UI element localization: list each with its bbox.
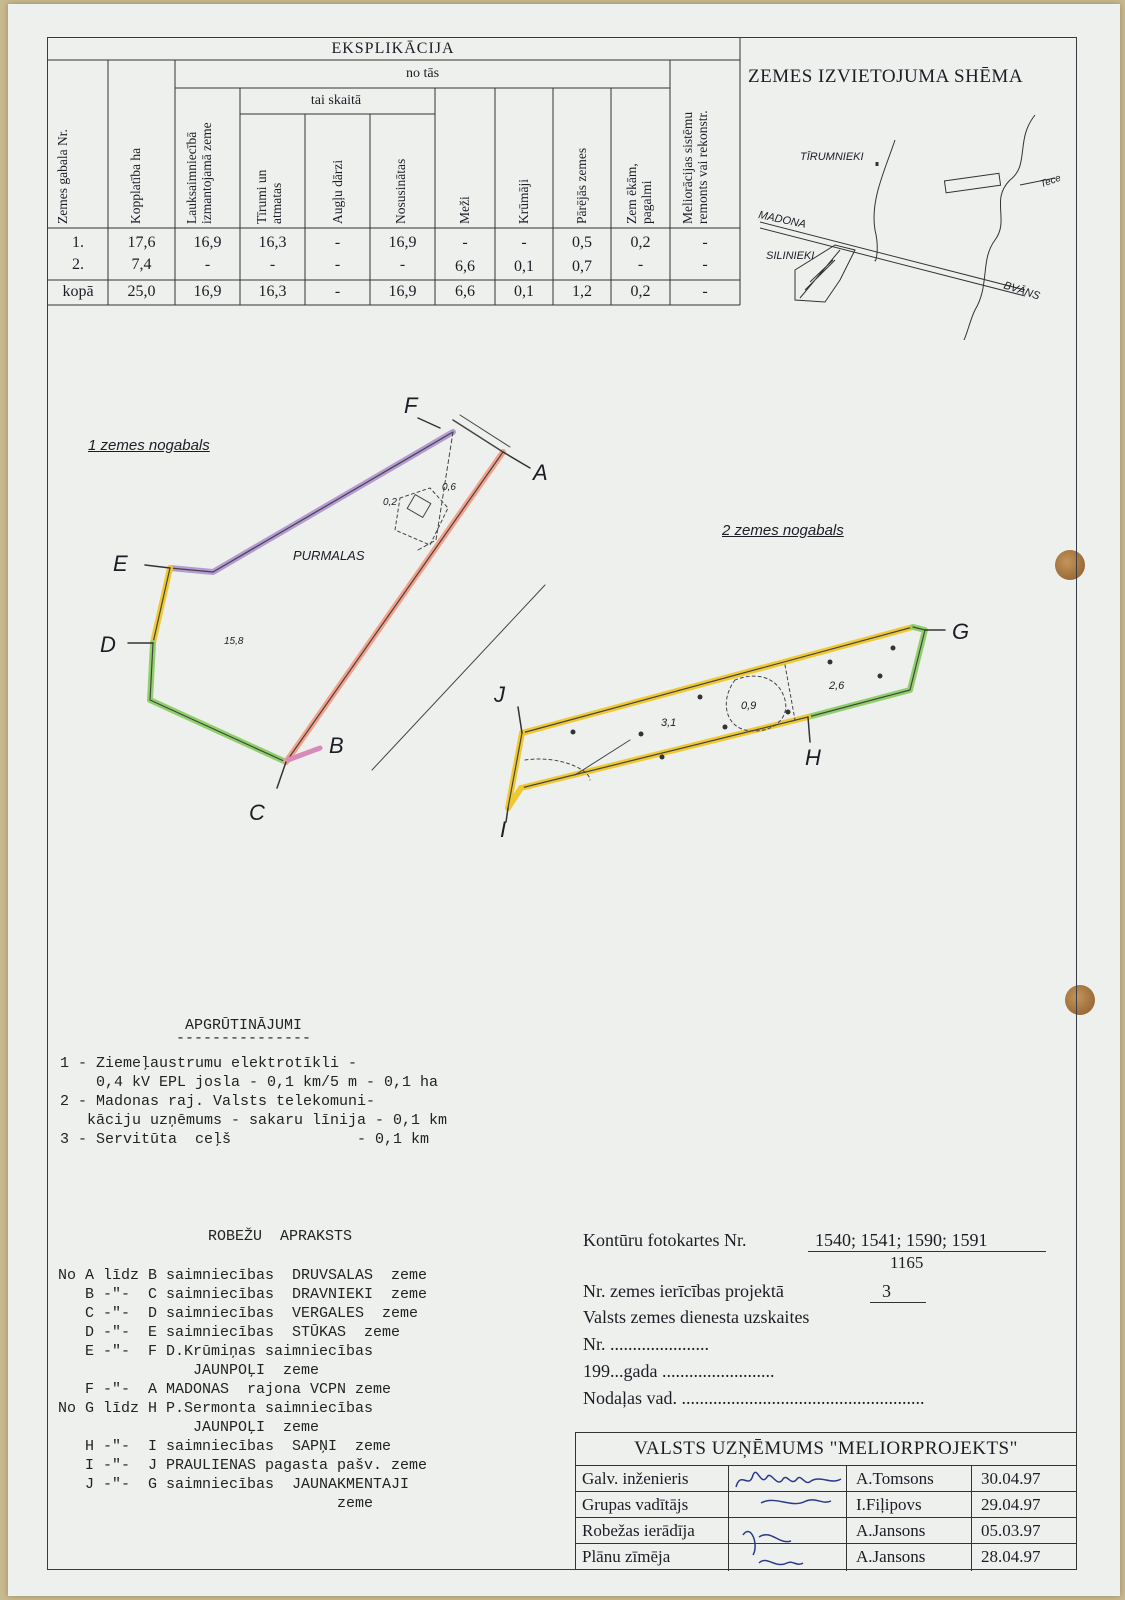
explication-subgroup-label: tai skaitā: [310, 93, 362, 108]
stamp-role: Grupas vadītājs: [582, 1495, 689, 1514]
explication-group-label: no tās: [405, 66, 440, 81]
boundary-line: H -"- I saimniecības SAPŅI zeme: [58, 1438, 392, 1455]
stamp-date: 30.04.97: [981, 1469, 1041, 1488]
column-header: Krūmāji: [516, 179, 531, 224]
boundary-line: JAUNPOĻI zeme: [58, 1362, 320, 1379]
column-header: Pārējās zemes: [574, 147, 589, 224]
schema-title: ZEMES IZVIETOJUMA SHĒMA: [748, 66, 1024, 87]
boundary-line: No G līdz H P.Sermonta saimniecības: [58, 1400, 374, 1417]
column-header: Kopplatība ha: [128, 147, 143, 224]
table-cell: 0,1: [514, 283, 534, 300]
table-cell: -: [637, 256, 644, 273]
point-C: C: [249, 800, 265, 825]
year-label: 199...gada .........................: [583, 1361, 775, 1381]
encumbrance-line: 2 - Madonas raj. Valsts telekomuni-: [60, 1093, 376, 1110]
schema-label: SILINIEKI: [766, 250, 815, 262]
table-cell: -: [702, 256, 708, 273]
table-cell: -: [334, 256, 341, 273]
handwritten-signatures: [731, 1465, 846, 1571]
point-H: H: [805, 745, 821, 770]
point-B: B: [329, 733, 344, 758]
boundary-line: C -"- D saimniecības VERGALES zeme: [58, 1305, 419, 1322]
photomap-label: Kontūru fotokartes Nr.: [583, 1230, 747, 1250]
table-cell: 16,9: [193, 283, 222, 300]
area-value: 2,6: [829, 680, 845, 692]
table-cell: 1,2: [572, 283, 592, 300]
encumbrance-line: 0,4 kV EPL josla - 0,1 km/5 m - 0,1 ha: [60, 1074, 439, 1091]
table-cell: 16,3: [258, 234, 287, 251]
stamp-divider: [971, 1465, 972, 1571]
table-cell: 0,1: [514, 258, 534, 275]
table-cell: -: [269, 256, 276, 273]
schema-label: MADONA: [757, 209, 808, 231]
schema-label: TĪRUMNIEKI: [800, 151, 864, 163]
table-cell: -: [702, 283, 708, 300]
area-value: 3,1: [661, 717, 677, 729]
service-label: Valsts zemes dienesta uzskaites: [583, 1307, 810, 1327]
table-cell: 25,0: [127, 283, 156, 300]
point-D: D: [100, 632, 116, 657]
stamp-name: I.Fiļipovs: [856, 1495, 922, 1514]
photomap-divider: [808, 1251, 1046, 1252]
nr-label: Nr. ......................: [583, 1334, 709, 1354]
encumbrances-underline: ---------------: [176, 1030, 312, 1047]
stamp-role: Robežas ierādīja: [582, 1521, 695, 1540]
table-cell: 16,9: [388, 283, 417, 300]
encumbrances-title: APGRŪTINĀJUMI: [185, 1017, 303, 1034]
boundary-line: E -"- F D.Krūmiņas saimniecības: [58, 1343, 374, 1360]
table-cell: -: [462, 234, 468, 251]
boundary-line: B -"- C saimniecības DRAVNIEKI zeme: [58, 1286, 428, 1303]
parcel2-label: 2 zemes nogabals: [722, 522, 844, 539]
table-cell: 0,7: [572, 258, 592, 275]
stamp-role: Plānu zīmēja: [582, 1547, 671, 1566]
boundaries-title: ROBEŽU APRAKSTS: [208, 1228, 353, 1245]
stamp-divider: [728, 1465, 729, 1571]
stamp-name: A.Jansons: [856, 1521, 926, 1540]
table-cell: 2.: [72, 256, 84, 273]
photomap-sub: 1165: [890, 1253, 924, 1272]
column-header: Zemes gabala Nr.: [55, 129, 70, 224]
column-header: Nosusinātas: [393, 158, 408, 224]
schema-label: Tece: [1038, 172, 1063, 191]
head-label: Nodaļas vad. ......................................................: [583, 1388, 925, 1408]
point-J: J: [494, 682, 505, 707]
table-cell: kopā: [62, 283, 94, 300]
boundary-line: I -"- J PRAULIENAS pagasta pašv. zeme: [58, 1457, 428, 1474]
table-cell: -: [204, 256, 211, 273]
table-cell: 16,9: [193, 234, 222, 251]
project-label: Nr. zemes ierīcības projektā: [583, 1281, 784, 1301]
boundary-line: zeme: [58, 1495, 374, 1512]
schema-label: BVĀNS: [1002, 279, 1042, 303]
point-F: F: [404, 393, 418, 418]
table-cell: -: [702, 234, 708, 251]
column-header: Meži: [457, 196, 472, 224]
table-cell: 0,2: [630, 234, 651, 251]
table-cell: 6,6: [455, 283, 475, 300]
point-G: G: [952, 619, 970, 644]
parcel1-label: 1 zemes nogabals: [88, 437, 210, 454]
table-cell: -: [334, 234, 341, 251]
table-cell: 6,6: [455, 258, 475, 275]
column-header: Meliorācijas sistēmu remonts vai rekonstr.: [680, 110, 710, 224]
boundary-line: F -"- A MADONAS rajona VCPN zeme: [58, 1381, 392, 1398]
encumbrance-line: 1 - Ziemeļaustrumu elektrotīkli -: [60, 1055, 358, 1072]
project-underline: [870, 1302, 926, 1303]
stamp-name: A.Tomsons: [856, 1469, 934, 1488]
table-cell: 7,4: [131, 256, 152, 273]
explication-title: EKSPLIKĀCIJA: [331, 40, 455, 57]
column-header: Zem ēkām, pagalmi: [624, 163, 654, 224]
point-I: I: [500, 817, 507, 842]
boundary-line: D -"- E saimniecības STŪKAS zeme: [58, 1324, 401, 1341]
stamp-role: Galv. inženieris: [582, 1469, 689, 1488]
table-cell: 16,3: [258, 283, 287, 300]
encumbrance-line: 3 - Servitūta ceļš - 0,1 km: [60, 1131, 430, 1148]
table-cell: 0,5: [572, 234, 592, 251]
table-cell: -: [399, 256, 406, 273]
stamp-divider: [846, 1465, 847, 1571]
table-cell: 17,6: [127, 234, 156, 251]
encumbrance-line: kāciju uzņēmums - sakaru līnija - 0,1 km: [60, 1112, 448, 1129]
table-cell: -: [334, 283, 341, 300]
table-cell: 1.: [72, 234, 84, 251]
approval-stamp: [575, 1432, 1077, 1570]
point-E: E: [113, 551, 128, 576]
photomap-numbers: 1540; 1541; 1590; 1591: [815, 1230, 988, 1250]
area-value: 0,6: [442, 482, 456, 493]
boundary-line: JAUNPOĻI zeme: [58, 1419, 320, 1436]
table-cell: 16,9: [388, 234, 417, 251]
project-number: 3: [882, 1281, 891, 1301]
column-header: Lauksaimniecībā izmantojamā zeme: [184, 122, 214, 224]
stamp-date: 05.03.97: [981, 1521, 1041, 1540]
point-A: A: [533, 460, 548, 485]
area-value: 15,8: [224, 636, 244, 647]
stamp-date: 28.04.97: [981, 1547, 1041, 1566]
table-cell: -: [521, 234, 527, 251]
boundary-line: J -"- G saimniecības JAUNAKMENTAJI: [58, 1476, 410, 1493]
stamp-title: VALSTS UZŅĒMUMS "MELIORPROJEKTS": [634, 1438, 1018, 1459]
stamp-name: A.Jansons: [856, 1547, 926, 1566]
table-cell: 0,2: [630, 283, 651, 300]
column-header: Augļu dārzi: [330, 159, 345, 224]
column-header: Tīrumi un atmatas: [254, 169, 284, 224]
farm-name: PURMALAS: [293, 548, 365, 563]
area-value: 0,9: [741, 700, 757, 712]
area-value: 0,2: [383, 497, 397, 508]
boundary-line: No A līdz B saimniecības DRUVSALAS zeme: [58, 1267, 428, 1284]
stamp-date: 29.04.97: [981, 1495, 1041, 1514]
